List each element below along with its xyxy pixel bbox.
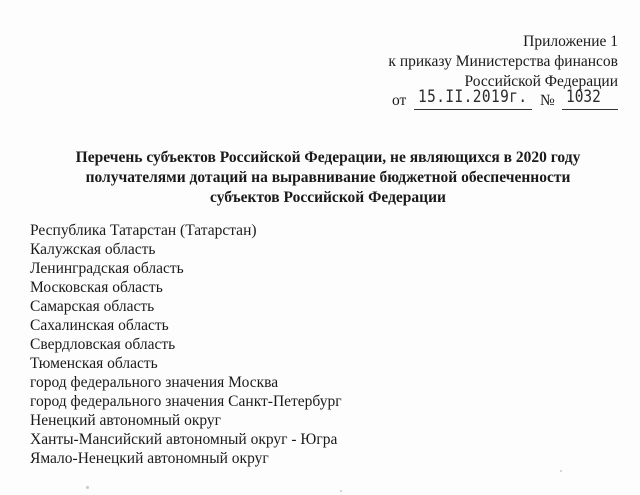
scan-speck <box>86 486 89 489</box>
order-date-value: 15.II.2019г. <box>418 87 528 107</box>
list-item: Тюменская область <box>30 355 158 372</box>
appendix-number: Приложение 1 <box>523 33 618 50</box>
list-item: Московская область <box>30 279 163 296</box>
order-number-value: 1032 <box>566 87 601 107</box>
list-item: Свердловская область <box>30 336 176 353</box>
document-title <box>40 148 616 208</box>
appendix-header <box>288 32 618 92</box>
title-line-3: субъектов Российской Федерации <box>210 189 446 206</box>
date-field <box>414 89 532 110</box>
number-sign-label: № <box>540 92 555 109</box>
scan-speck <box>560 470 562 472</box>
list-item: Ненецкий автономный округ <box>30 412 222 429</box>
list-item: город федерального значения Санкт-Петербург <box>30 393 342 410</box>
title-line-1: Перечень субъектов Российской Федерации, не являющихся в 2020 году <box>75 149 581 166</box>
list-item: Калужская область <box>30 241 156 258</box>
list-item: Ханты-Мансийский автономный округ - Югра <box>30 431 338 448</box>
list-item: Ленинградская область <box>30 260 184 277</box>
appendix-ministry: Российской Федерации <box>464 73 618 90</box>
title-line-2: получателями дотаций на выравнивание бюджетной обеспеченности <box>85 169 571 186</box>
list-item: город федерального значения Москва <box>30 374 279 391</box>
list-item: Самарская область <box>30 298 155 315</box>
number-field <box>562 89 618 110</box>
list-item: Сахалинская область <box>30 317 169 334</box>
scan-speck <box>340 490 342 492</box>
regions-list <box>30 221 342 468</box>
order-date-number-line <box>392 88 622 112</box>
list-item: Республика Татарстан (Татарстан) <box>30 222 257 239</box>
appendix-order-ref: к приказу Министерства финансов <box>388 53 618 70</box>
date-prefix-label: от <box>392 92 407 109</box>
list-item: Ямало-Ненецкий автономный округ <box>30 450 269 467</box>
